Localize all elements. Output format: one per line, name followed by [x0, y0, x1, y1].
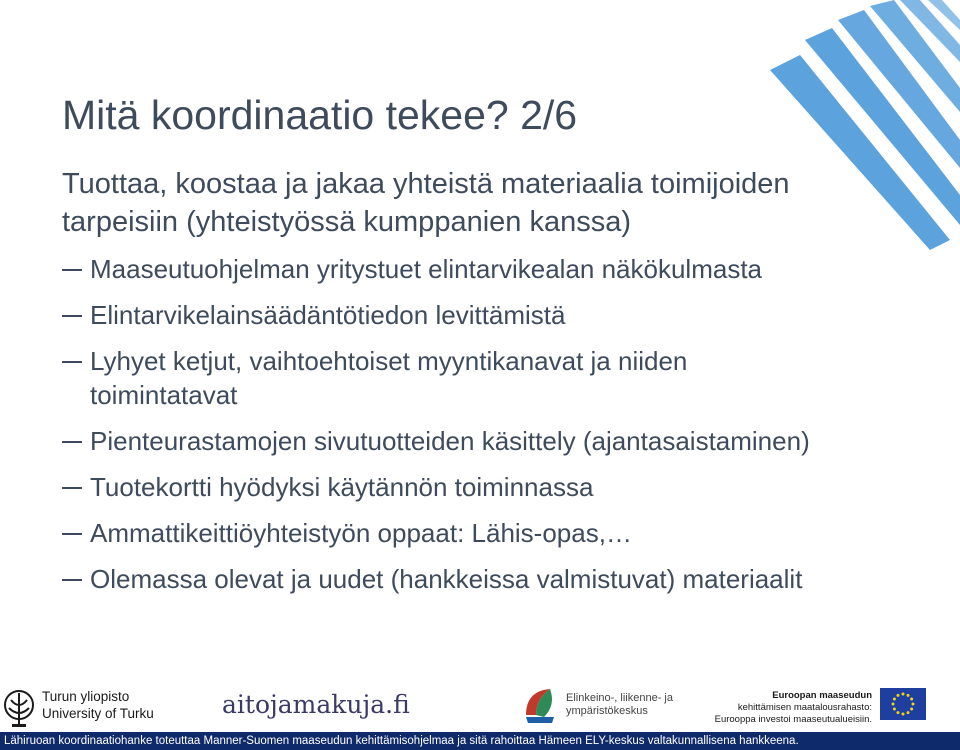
bullet-text: Pienteurastamojen sivutuotteiden käsittely (ajantasaistaminen) — [90, 426, 810, 456]
bullet-text: Elintarvikelainsäädäntötiedon levittämistä — [90, 300, 566, 330]
list-item — [62, 516, 822, 550]
footer-logos — [0, 680, 960, 732]
university-of-turku-name: Turun yliopisto University of Turku — [42, 689, 154, 721]
bullet-text: Ammattikeittiöyhteistyön oppaat: Lähis-opas,… — [90, 518, 632, 548]
bullet-text: Lyhyet ketjut, vaihtoehtoiset myyntikanavat ja niiden toimintatavat — [90, 346, 688, 410]
dash-bullet-icon — [62, 533, 82, 535]
dash-bullet-icon — [62, 315, 82, 317]
eu-funding-text: Euroopan maaseudun kehittämisen maatalousrahasto: Eurooppa investoi maaseutualueisiin. — [714, 690, 872, 725]
university-of-turku-logo-icon — [2, 688, 36, 730]
list-item — [62, 344, 822, 412]
slide-intro-text: Tuottaa, koostaa ja jakaa yhteistä materiaalia toimijoiden tarpeisiin (yhteistyössä kumppanien kanssa) — [62, 168, 790, 238]
bullet-list — [62, 252, 822, 608]
list-item — [62, 470, 822, 504]
dash-bullet-icon — [62, 487, 82, 489]
aitojamakuja-logo-text: aitojamakuja.fi — [222, 690, 410, 719]
slide-title: Mitä koordinaatio tekee? 2/6 — [62, 92, 578, 138]
eu-flag-icon — [880, 688, 926, 720]
footer-bar — [0, 732, 960, 750]
list-item — [62, 298, 822, 332]
dash-bullet-icon — [62, 579, 82, 581]
bullet-text: Olemassa olevat ja uudet (hankkeissa valmistuvat) materiaalit — [90, 564, 803, 594]
dash-bullet-icon — [62, 269, 82, 271]
ely-centre-logo-icon — [522, 685, 558, 725]
ely-centre-name: Elinkeino-, liikenne- ja ympäristökeskus — [566, 692, 673, 717]
list-item — [62, 424, 822, 458]
list-item — [62, 252, 822, 286]
list-item — [62, 562, 822, 596]
dash-bullet-icon — [62, 441, 82, 443]
bullet-text: Maaseutuohjelman yritystuet elintarvikealan näkökulmasta — [90, 254, 763, 284]
footer-funding-statement: Lähiruoan koordinaatiohanke toteuttaa Manner-Suomen maaseudun kehittämisohjelmaa ja sitä rahoittaa Hämeen ELY-keskus valtakunnallisena hankkeena. — [4, 735, 799, 747]
bullet-text: Tuotekortti hyödyksi käytännön toiminnassa — [90, 472, 594, 502]
dash-bullet-icon — [62, 361, 82, 363]
